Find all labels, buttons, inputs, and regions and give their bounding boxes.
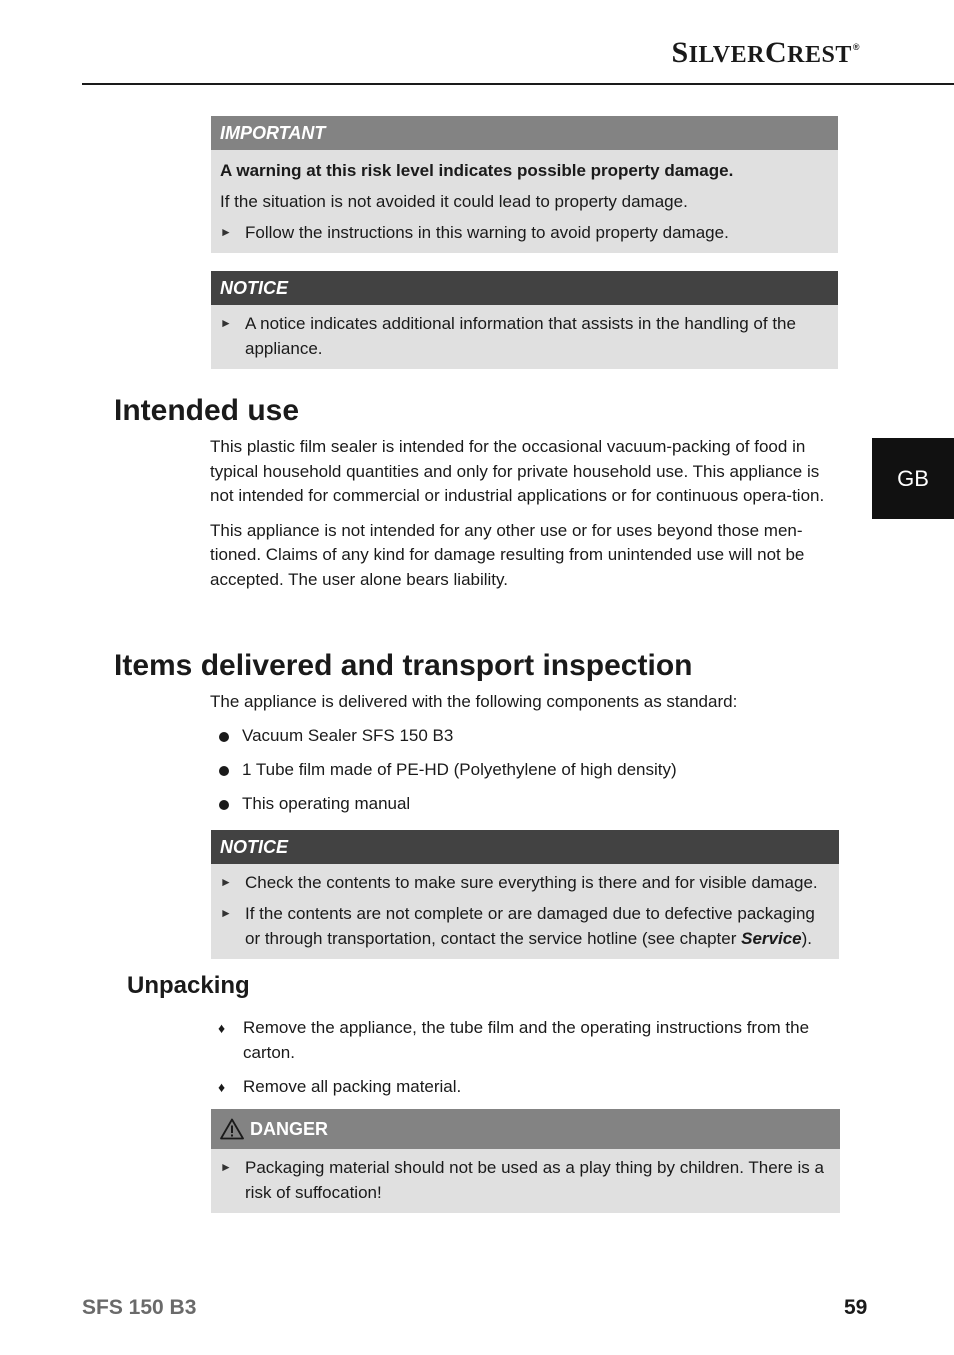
notice-box	[211, 271, 838, 369]
warning-triangle-icon	[220, 1118, 244, 1140]
list-item: ► Follow the instructions in this warning to avoid property damage.	[220, 220, 828, 245]
service-chapter-reference: Service	[741, 929, 802, 948]
section-heading-intended-use: Intended use	[114, 394, 300, 427]
intended-use-text: This plastic film sealer is intended for the occasional vacuum-packing of food in typical household quantities and only for private household use. This appliance is not intended for commercial or industrial applications or for continuous opera-tion. This appliance is not intended for any other use or for uses beyond those men-tioned. Claims of any kind for damage resulting from unintended use will not be accepted. The user alone bears liability.	[210, 437, 825, 589]
items-delivered-intro: The appliance is delivered with the following components as standard:	[210, 692, 738, 711]
important-box-title: IMPORTANT	[211, 116, 838, 150]
danger-box	[211, 1109, 840, 1213]
language-tab: GB	[872, 438, 954, 519]
important-box-text: If the situation is not avoided it could lead to property damage.	[220, 192, 688, 211]
list-item: ► If the contents are not complete or are damaged due to defective packaging or through transportation, contact the service hotline (see chapter Service).	[220, 901, 829, 951]
arrow-bullet-icon: ►	[220, 316, 232, 330]
header-rule	[82, 83, 954, 85]
arrow-bullet-icon: ►	[220, 225, 232, 239]
list-item: ♦ Remove all packing material.	[215, 1075, 830, 1100]
arrow-bullet-icon: ►	[220, 906, 232, 920]
list-item: ♦ Remove the appliance, the tube film and the operating instructions from the carton.	[215, 1016, 830, 1065]
items-delivered-list	[215, 724, 835, 826]
important-box	[211, 116, 838, 253]
list-item: Vacuum Sealer SFS 150 B3	[215, 724, 835, 749]
subsection-heading-unpacking: Unpacking	[127, 972, 250, 999]
diamond-bullet-icon: ♦	[218, 1078, 226, 1095]
page-number: 59	[844, 1296, 868, 1319]
bullet-dot-icon	[215, 792, 242, 817]
list-item: ► Packaging material should not be used as a play thing by children. There is a risk of suffocation!	[220, 1155, 830, 1205]
list-item: ► Check the contents to make sure everything is there and for visible damage.	[220, 870, 829, 895]
bullet-dot-icon	[215, 724, 242, 749]
list-item: 1 Tube film made of PE-HD (Polyethylene of high density)	[215, 758, 835, 783]
danger-box-header	[211, 1109, 840, 1149]
danger-box-title: DANGER	[250, 1119, 329, 1139]
notice-box-contents	[211, 830, 839, 959]
list-item: ► A notice indicates additional information that assists in the handling of the appliance.	[220, 311, 828, 361]
section-heading-items-delivered: Items delivered and transport inspection	[114, 649, 693, 682]
list-item: This operating manual	[215, 792, 835, 817]
footer-model: SFS 150 B3	[82, 1296, 197, 1319]
bullet-dot-icon	[215, 758, 242, 783]
notice-box-title: NOTICE	[211, 830, 839, 864]
diamond-bullet-icon: ♦	[218, 1020, 226, 1036]
arrow-bullet-icon: ►	[220, 875, 232, 889]
important-box-lead: A warning at this risk level indicates possible property damage.	[220, 161, 734, 180]
silvercrest-logo: SILVERCREST®	[671, 36, 860, 69]
notice-box-title: NOTICE	[211, 271, 838, 305]
arrow-bullet-icon: ►	[220, 1160, 232, 1174]
unpacking-steps	[215, 1016, 830, 1109]
